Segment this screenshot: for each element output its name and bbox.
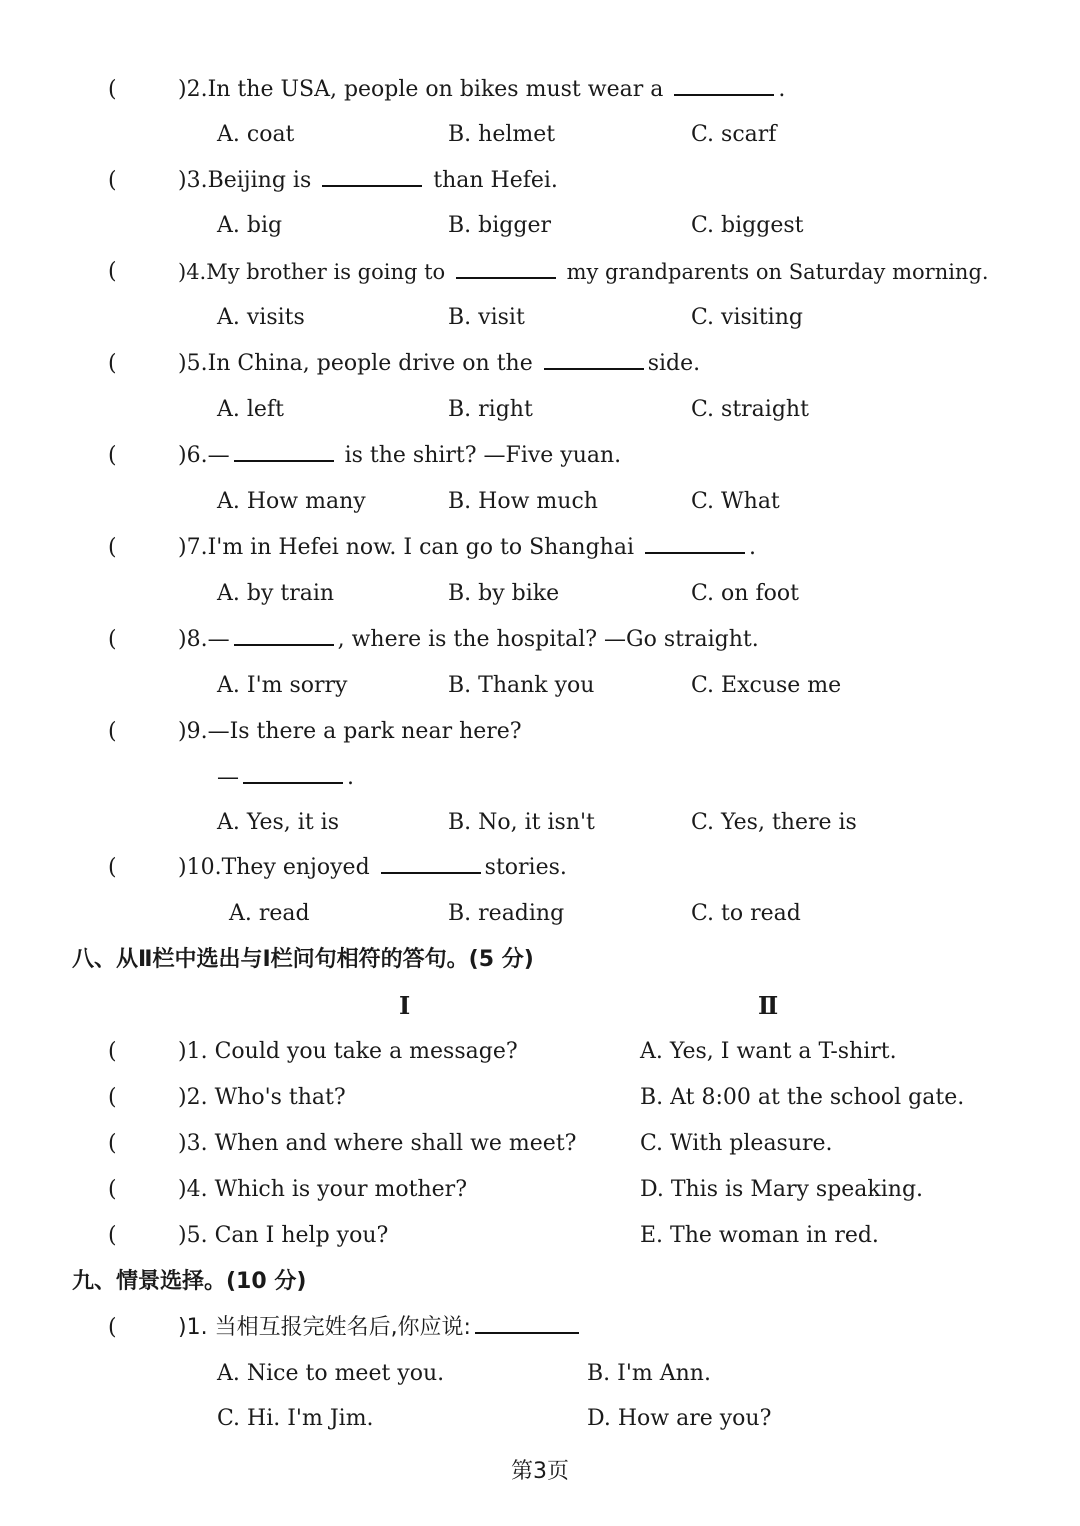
- match-question: )1. Could you take a message?: [178, 1039, 518, 1064]
- option-a[interactable]: A. I'm sorry: [217, 673, 348, 698]
- option-c[interactable]: C. biggest: [691, 213, 804, 238]
- option-c[interactable]: C. Excuse me: [691, 673, 842, 698]
- column-2-heading: Ⅱ: [758, 991, 779, 1020]
- question-stem: )3.Beijing is than Hefei.: [178, 168, 558, 193]
- answer-blank[interactable]: [475, 1331, 579, 1334]
- match-question: )5. Can I help you?: [178, 1223, 389, 1248]
- answer-blank[interactable]: [544, 367, 644, 370]
- option-c[interactable]: C. What: [691, 489, 780, 514]
- answer-paren[interactable]: (: [108, 535, 117, 560]
- answer-blank[interactable]: [645, 551, 745, 554]
- question-stem: )4.My brother is going to my grandparents on Saturday morning.: [178, 260, 989, 284]
- option-c[interactable]: C. Yes, there is: [691, 810, 857, 835]
- answer-paren[interactable]: (: [108, 168, 117, 193]
- question-stem: )7.I'm in Hefei now. I can go to Shanghai .: [178, 535, 756, 560]
- option-c[interactable]: C. visiting: [691, 305, 803, 330]
- match-answer[interactable]: B. At 8:00 at the school gate.: [640, 1085, 965, 1110]
- match-question: )3. When and where shall we meet?: [178, 1131, 577, 1156]
- option-c[interactable]: C. to read: [691, 901, 801, 926]
- answer-blank[interactable]: [381, 871, 481, 874]
- option-a[interactable]: A. visits: [217, 305, 305, 330]
- option-c[interactable]: C. on foot: [691, 581, 799, 606]
- question-stem: )10.They enjoyed stories.: [178, 855, 567, 880]
- answer-paren[interactable]: (: [108, 77, 117, 102]
- option-b[interactable]: B. How much: [448, 489, 598, 514]
- match-answer[interactable]: A. Yes, I want a T-shirt.: [640, 1039, 897, 1064]
- option-c[interactable]: C. straight: [691, 397, 809, 422]
- option-d[interactable]: D. How are you?: [587, 1406, 772, 1431]
- answer-blank[interactable]: [322, 184, 422, 187]
- option-b[interactable]: B. No, it isn't: [448, 810, 595, 835]
- question-stem: )6.— is the shirt? —Five yuan.: [178, 443, 622, 468]
- answer-paren[interactable]: (: [108, 627, 117, 652]
- question-stem: )5.In China, people drive on the side.: [178, 351, 701, 376]
- answer-blank[interactable]: [234, 643, 334, 646]
- answer-paren[interactable]: (: [108, 1131, 117, 1156]
- option-a[interactable]: A. coat: [217, 122, 295, 147]
- answer-paren[interactable]: (: [108, 443, 117, 468]
- match-question: )4. Which is your mother?: [178, 1177, 467, 1202]
- answer-paren[interactable]: (: [108, 1177, 117, 1202]
- option-b[interactable]: B. reading: [448, 901, 565, 926]
- section-8-title: 八、从Ⅱ栏中选出与Ⅰ栏问句相符的答句。(5 分): [72, 947, 534, 972]
- option-b[interactable]: B. by bike: [448, 581, 560, 606]
- answer-paren[interactable]: (: [108, 719, 117, 744]
- column-1-heading: I: [399, 991, 411, 1020]
- option-a[interactable]: A. Nice to meet you.: [217, 1361, 445, 1386]
- question-stem: )2.In the USA, people on bikes must wear a .: [178, 77, 786, 102]
- answer-paren[interactable]: (: [108, 1223, 117, 1248]
- answer-paren[interactable]: (: [108, 855, 117, 880]
- answer-paren[interactable]: (: [108, 1085, 117, 1110]
- match-answer[interactable]: E. The woman in red.: [640, 1223, 879, 1248]
- answer-blank[interactable]: [243, 781, 343, 784]
- option-a[interactable]: A. by train: [217, 581, 335, 606]
- answer-blank[interactable]: [234, 459, 334, 462]
- option-b[interactable]: B. right: [448, 397, 533, 422]
- option-b[interactable]: B. bigger: [448, 213, 551, 238]
- option-a[interactable]: A. left: [217, 397, 284, 422]
- page-number: 第3页: [511, 1459, 569, 1484]
- section-9-title: 九、情景选择。(10 分): [72, 1269, 307, 1294]
- option-a[interactable]: A. Yes, it is: [217, 810, 339, 835]
- question-stem: )8.— , where is the hospital? —Go straight.: [178, 627, 759, 652]
- option-b[interactable]: B. visit: [448, 305, 525, 330]
- question-stem: )1. 当相互报完姓名后,你应说:: [178, 1308, 583, 1348]
- match-question: )2. Who's that?: [178, 1085, 346, 1110]
- match-answer[interactable]: C. With pleasure.: [640, 1131, 833, 1156]
- option-c[interactable]: C. Hi. I'm Jim.: [217, 1406, 374, 1431]
- answer-paren[interactable]: (: [108, 259, 117, 284]
- option-a[interactable]: A. read: [229, 901, 310, 926]
- answer-blank[interactable]: [674, 93, 774, 96]
- option-c[interactable]: C. scarf: [691, 122, 777, 147]
- option-a[interactable]: A. How many: [217, 489, 366, 514]
- answer-blank[interactable]: [456, 276, 556, 279]
- option-b[interactable]: B. helmet: [448, 122, 556, 147]
- answer-paren[interactable]: (: [108, 351, 117, 376]
- option-a[interactable]: A. big: [217, 213, 283, 238]
- answer-paren[interactable]: (: [108, 1315, 117, 1340]
- question-stem: — .: [217, 765, 354, 790]
- option-b[interactable]: B. I'm Ann.: [587, 1361, 711, 1386]
- question-stem: )9.—Is there a park near here?: [178, 719, 522, 744]
- answer-paren[interactable]: (: [108, 1039, 117, 1064]
- option-b[interactable]: B. Thank you: [448, 673, 595, 698]
- match-answer[interactable]: D. This is Mary speaking.: [640, 1177, 924, 1202]
